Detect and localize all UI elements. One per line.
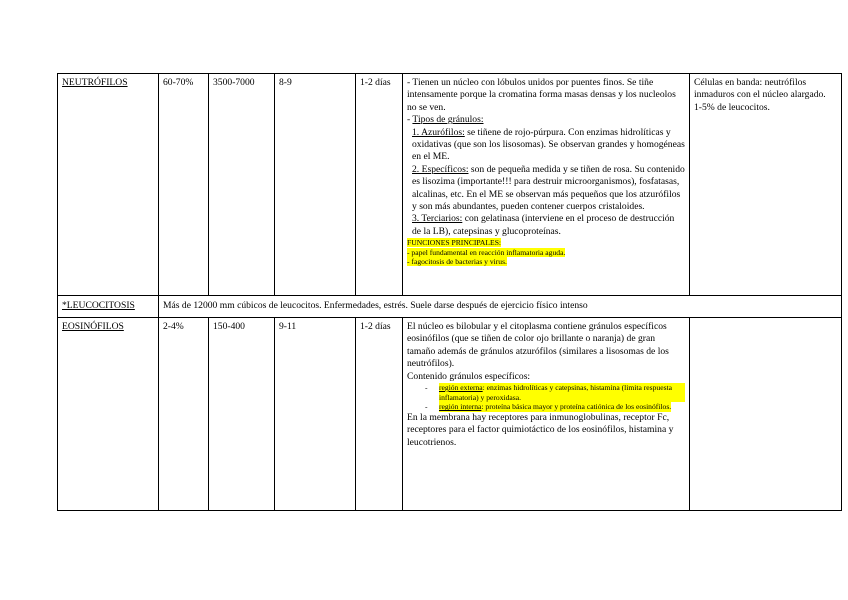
intro-text: El núcleo es bilobular y el citoplasma contiene gránulos específicos eosinófilos (que se tiñen de color ojo brillante o naranja) de gran tamaño además de gránulos atzurófilos (similares a lisosomas de los neutrófilos).: [407, 321, 669, 370]
granule-text: con gelatinasa (interviene en el proceso de destrucción de la LB), catepsinas y glucoproteínas.: [412, 213, 675, 237]
cell-name-text: EOSINÓFILOS: [62, 321, 124, 332]
cell-name-text: *LEUCOCITOSIS: [62, 300, 135, 312]
funcion-text: - fagocitosis de bacterias y virus.: [407, 257, 507, 267]
bullet-body: : proteína básica mayor y proteína catiónica de los eosinófilos.: [481, 402, 672, 412]
funciones-heading: [407, 238, 685, 248]
leucocyte-table: [57, 73, 842, 511]
tipos-heading: Tipos de gránulos:: [412, 114, 484, 126]
cell-description: [403, 318, 690, 511]
cell-description: [403, 74, 690, 296]
granule-label: 1. Azurófilos:: [412, 126, 465, 138]
cell-name: [58, 318, 159, 511]
funcion-text: - papel fundamental en reacción inflamatoria aguda.: [407, 247, 566, 257]
granule-terciarios: [407, 213, 685, 238]
bullet-label: región externa: [439, 383, 483, 393]
granule-text: se tiñene de rojo-púrpura. Con enzimas hidrolíticas y oxidativas (que son los lisosomas). Se observan grandes y homogéneas en el ME.: [412, 126, 685, 163]
funcion-item: [407, 248, 685, 258]
granule-label: 2. Específicos:: [412, 163, 469, 175]
row-eosinofilos: [58, 318, 842, 511]
cell-name: [58, 296, 159, 318]
funcion-item: [407, 257, 685, 267]
bullet-text: [439, 383, 685, 402]
cell-percent: 60-70%: [159, 74, 209, 296]
cell-note: [690, 318, 842, 511]
bullet-label: región interna: [439, 402, 482, 412]
cell-name: [58, 74, 159, 296]
cell-note: Células en banda: neutrófilos inmaduros con el núcleo alargado. 1-5% de leucocitos.: [690, 74, 842, 296]
cell-name-text: NEUTRÓFILOS: [62, 77, 128, 88]
cell-count: 3500-7000: [209, 74, 275, 296]
bullet-dash: -: [425, 402, 428, 412]
cell-count: 150-400: [209, 318, 275, 511]
granule-especificos: [407, 164, 685, 214]
cell-size: 8-9: [275, 74, 356, 296]
contenido-heading: Contenido gránulos específicos:: [407, 370, 531, 382]
row-leucocitosis: [58, 296, 842, 318]
funciones-heading-text: FUNCIONES PRINCIPALES:: [407, 238, 502, 248]
granule-label: 3. Terciarios:: [412, 213, 463, 225]
bullet-body: : enzimas hidrolíticas y catepsinas, histamina (limita respuesta inflamatoria) y peroxidasa.: [439, 383, 673, 402]
bullet-dash: -: [425, 383, 428, 393]
cell-leucocitosis-text: Más de 12000 mm cúbicos de leucocitos. Enfermedades, estrés. Suele darse después de ejercicio físico intenso: [159, 296, 842, 318]
row-neutrofilos: [58, 74, 842, 296]
cell-life: 1-2 días: [356, 74, 403, 296]
granule-text: son de pequeña medida y se tiñen de rosa. Su contenido es lisozima (importante!!! para destruir microorganismos), fosfatasas, alcalinas, etc. En el ME se observan más pequeños que los atzurófilos y son más abundantes, pueden contener cuerpos cristaloides.: [412, 163, 685, 213]
bullet-item: [407, 402, 685, 412]
bullet-item: [407, 383, 685, 402]
cell-percent: 2-4%: [159, 318, 209, 511]
bullet-text: [439, 402, 671, 412]
cell-size: 9-11: [275, 318, 356, 511]
tipos-prefix: -: [407, 114, 413, 126]
intro-text: - Tienen un núcleo con lóbulos unidos por puentes finos. Se tiñe intensamente porque la cromatina forma masas densas y los nucleolos no se ven.: [407, 77, 676, 113]
membrana-text: En la membrana hay receptores para inmunoglobulinas, receptor Fc, receptores para el factor quimiotáctico de los eosinófilos, histamina y leucotrienos.: [407, 411, 674, 448]
granule-azurofilos: [407, 127, 685, 164]
cell-life: 1-2 días: [356, 318, 403, 511]
tipos-line: [407, 114, 685, 126]
